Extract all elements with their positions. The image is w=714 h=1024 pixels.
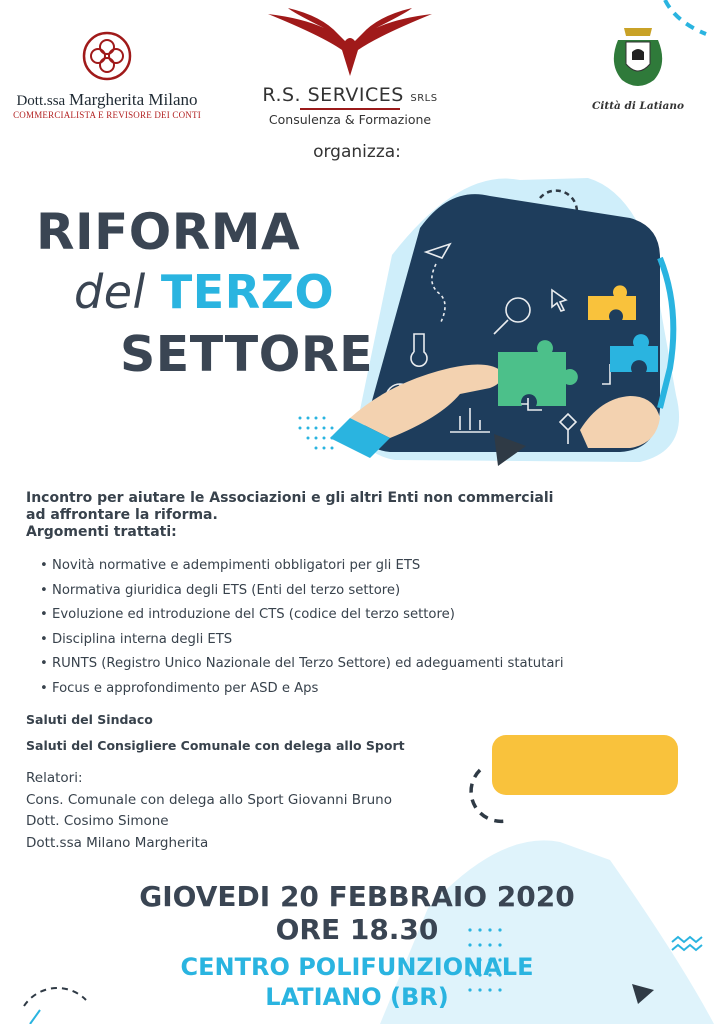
center-logo-brand: R.S. SERVICES SRLS: [262, 84, 438, 106]
topics-heading: Argomenti trattati:: [26, 524, 177, 540]
speaker-item: Dott. Cosimo Simone: [26, 813, 169, 829]
coat-of-arms-icon: [608, 24, 668, 92]
list-item: • Evoluzione ed introduzione del CTS (codice del terzo settore): [40, 607, 564, 632]
event-time: ORE 18.30: [275, 913, 439, 946]
brand-divider: [300, 108, 400, 110]
speakers-heading: Relatori:: [26, 770, 83, 786]
title-line-1: RIFORMA: [36, 203, 301, 261]
list-item: • Focus e approfondimento per ASD e Aps: [40, 681, 564, 706]
topics-list: [40, 558, 564, 705]
logo-citta-di-latiano: [588, 24, 688, 112]
logo-margherita-milano: [2, 30, 212, 120]
list-item: • RUNTS (Registro Unico Nazionale del Terzo Settore) ed adeguamenti statutari: [40, 656, 564, 681]
right-logo-city: Città di Latiano: [592, 100, 684, 112]
organizza-label: organizza:: [313, 142, 401, 162]
event-venue-city: LATIANO (BR): [265, 983, 449, 1011]
left-logo-subtitle: COMMERCIALISTA E REVISORE DEI CONTI: [13, 110, 201, 120]
greeting-mayor: Saluti del Sindaco: [26, 712, 153, 727]
hero-illustration: [330, 168, 700, 468]
list-item: • Disciplina interna degli ETS: [40, 632, 564, 657]
intro-text: Incontro per aiutare le Associazioni e gli altri Enti non commerciali ad affrontare la riforma. Argomenti trattati:: [26, 490, 626, 541]
greeting-councillor: Saluti del Consigliere Comunale con delega allo Sport: [26, 738, 405, 753]
speaker-item: Cons. Comunale con delega allo Sport Giovanni Bruno: [26, 791, 392, 808]
event-venue-name: CENTRO POLIFUNZIONALE: [180, 953, 534, 981]
left-logo-name: Dott.ssa Margherita Milano: [16, 90, 198, 109]
title-line-3: SETTORE: [120, 326, 374, 383]
title-line-2: del TERZO: [74, 265, 335, 319]
event-date: GIOVEDI 20 FEBBRAIO 2020: [139, 880, 575, 913]
knot-emblem-icon: [81, 30, 133, 82]
phoenix-eagle-icon: [262, 6, 438, 80]
speakers-block: [26, 768, 392, 854]
speaker-item: Dott.ssa Milano Margherita: [26, 834, 209, 851]
center-logo-tagline: Consulenza & Formazione: [268, 111, 432, 127]
list-item: • Novità normative e adempimenti obbligatori per gli ETS: [40, 558, 564, 583]
logo-rs-services: [250, 6, 450, 127]
list-item: • Normativa giuridica degli ETS (Enti del terzo settore): [40, 583, 564, 608]
